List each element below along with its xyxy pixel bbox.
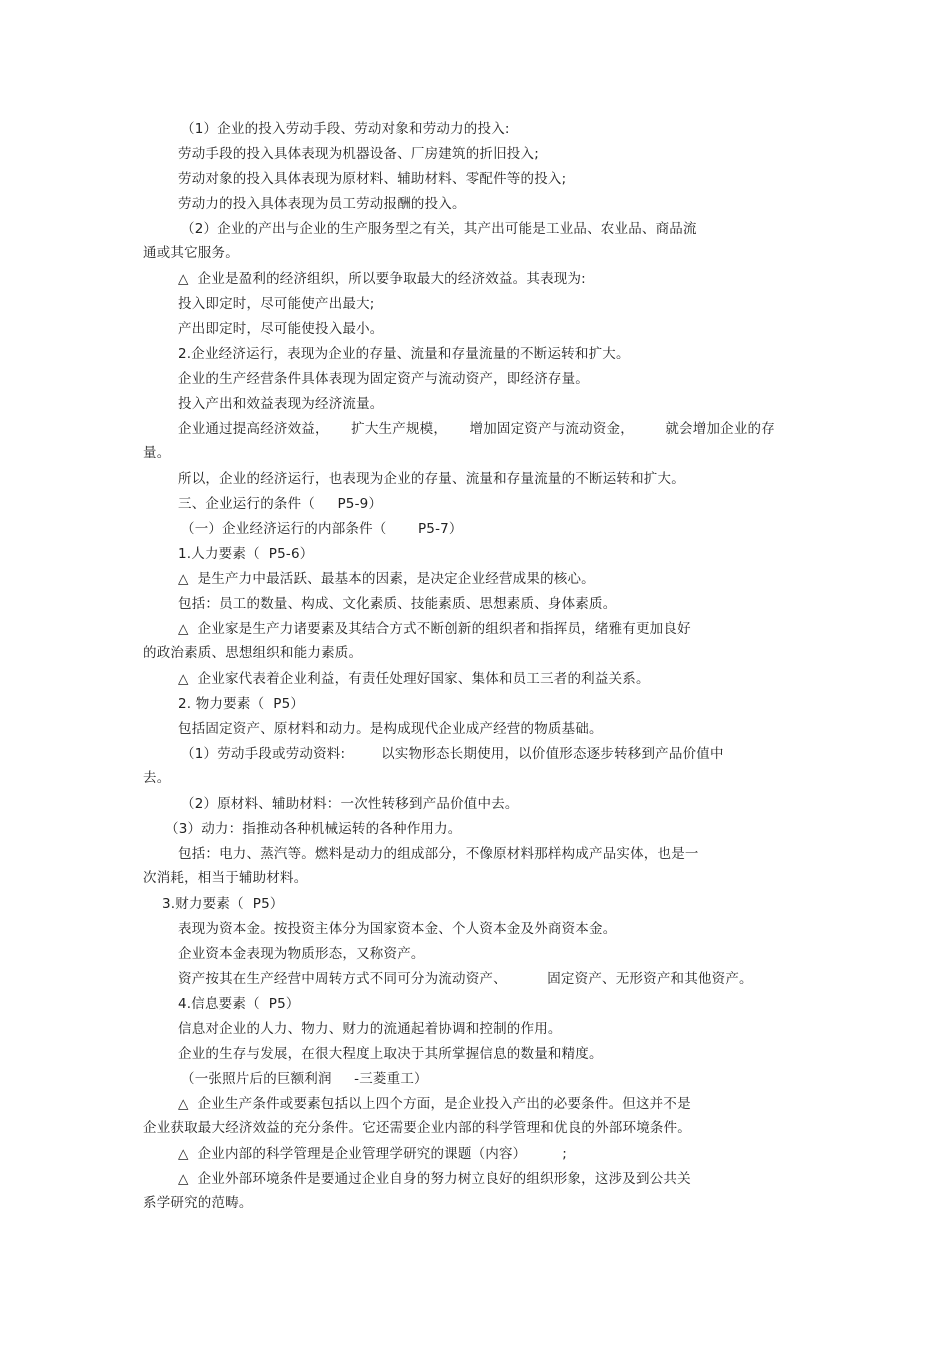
text-line: △ 企业生产条件或要素包括以上四个方面，是企业投入产出的必要条件。但这并不是 <box>178 1096 691 1112</box>
section-heading: 三、企业运行的条件（ P5-9） <box>178 496 383 512</box>
item-heading: 1.人力要素（ P5-6） <box>178 546 314 562</box>
text-line: 投入产出和效益表现为经济流量。 <box>178 396 384 412</box>
text-line: （3）动力：指推动各种机械运转的各种作用力。 <box>165 821 462 837</box>
text-line: 信息对企业的人力、物力、财力的流通起着协调和控制的作用。 <box>178 1021 562 1037</box>
text-line: 通或其它服务。 <box>143 245 239 261</box>
text-line: 系学研究的范畴。 <box>143 1195 253 1211</box>
text-line: 量。 <box>143 445 171 461</box>
item-heading: 4.信息要素（ P5） <box>178 996 300 1012</box>
text-line: （1）企业的投入劳动手段、劳动对象和劳动力的投入: <box>181 121 510 137</box>
text-line: 企业的生存与发展，在很大程度上取决于其所掌握信息的数量和精度。 <box>178 1046 603 1062</box>
text-line: 企业的生产经营条件具体表现为固定资产与流动资产，即经济存量。 <box>178 371 589 387</box>
text-line: 劳动力的投入具体表现为员工劳动报酬的投入。 <box>178 196 466 212</box>
text-line: 次消耗，相当于辅助材料。 <box>143 870 308 886</box>
text-line: 劳动对象的投入具体表现为原材料、辅助材料、零配件等的投入; <box>178 171 567 187</box>
text-line: 2.企业经济运行，表现为企业的存量、流量和存量流量的不断运转和扩大。 <box>178 346 630 362</box>
item-heading: 3.财力要素（ P5） <box>162 896 284 912</box>
text-line: 包括：电力、蒸汽等。燃料是动力的组成部分，不像原材料那样构成产品实体，也是一 <box>178 846 699 862</box>
text-line: 的政治素质、思想组织和能力素质。 <box>143 645 363 661</box>
text-line: △ 企业家代表着企业利益，有责任处理好国家、集体和员工三者的利益关系。 <box>178 671 650 687</box>
text-line: 产出即定时，尽可能使投入最小。 <box>178 321 384 337</box>
text-line: 劳动手段的投入具体表现为机器设备、厂房建筑的折旧投入; <box>178 146 539 162</box>
text-line: （一张照片后的巨额利润 -三菱重工） <box>181 1071 428 1087</box>
text-line: 去。 <box>143 770 171 786</box>
text-line: △ 企业外部环境条件是要通过企业自身的努力树立良好的组织形象，这涉及到公共关 <box>178 1171 691 1187</box>
text-line: 资产按其在生产经营中周转方式不同可分为流动资产、 固定资产、无形资产和其他资产。 <box>178 971 753 987</box>
text-line: 企业资本金表现为物质形态，又称资产。 <box>178 946 425 962</box>
text-line: 包括固定资产、原材料和动力。是构成现代企业成产经营的物质基础。 <box>178 721 603 737</box>
text-line: （2）原材料、辅助材料：一次性转移到产品价值中去。 <box>181 796 519 812</box>
text-line: △ 企业是盈利的经济组织，所以要争取最大的经济效益。其表现为: <box>178 271 586 287</box>
text-line: △ 企业家是生产力诸要素及其结合方式不断创新的组织者和指挥员，绪雅有更加良好 <box>178 621 691 637</box>
text-line: 企业通过提高经济效益， 扩大生产规模， 增加固定资产与流动资金， 就会增加企业的存 <box>178 421 775 437</box>
item-heading: 2. 物力要素（ P5） <box>178 696 305 712</box>
text-line: 所以，企业的经济运行，也表现为企业的存量、流量和存量流量的不断运转和扩大。 <box>178 471 685 487</box>
text-line: △ 企业内部的科学管理是企业管理学研究的课题（内容） ; <box>178 1146 568 1162</box>
subsection-heading: （一）企业经济运行的内部条件（ P5-7） <box>181 521 463 537</box>
text-line: 投入即定时，尽可能使产出最大; <box>178 296 375 312</box>
text-line: △ 是生产力中最活跃、最基本的因素，是决定企业经营成果的核心。 <box>178 571 595 587</box>
text-line: 企业获取最大经济效益的充分条件。它还需要企业内部的科学管理和优良的外部环境条件。 <box>143 1120 691 1136</box>
text-line: 表现为资本金。按投资主体分为国家资本金、个人资本金及外商资本金。 <box>178 921 617 937</box>
text-line: 包括：员工的数量、构成、文化素质、技能素质、思想素质、身体素质。 <box>178 596 617 612</box>
text-line: （2）企业的产出与企业的生产服务型之有关，其产出可能是工业品、农业品、商品流 <box>181 221 697 237</box>
text-line: （1）劳动手段或劳动资料: 以实物形态长期使用，以价值形态逐步转移到产品价值中 <box>181 746 724 762</box>
